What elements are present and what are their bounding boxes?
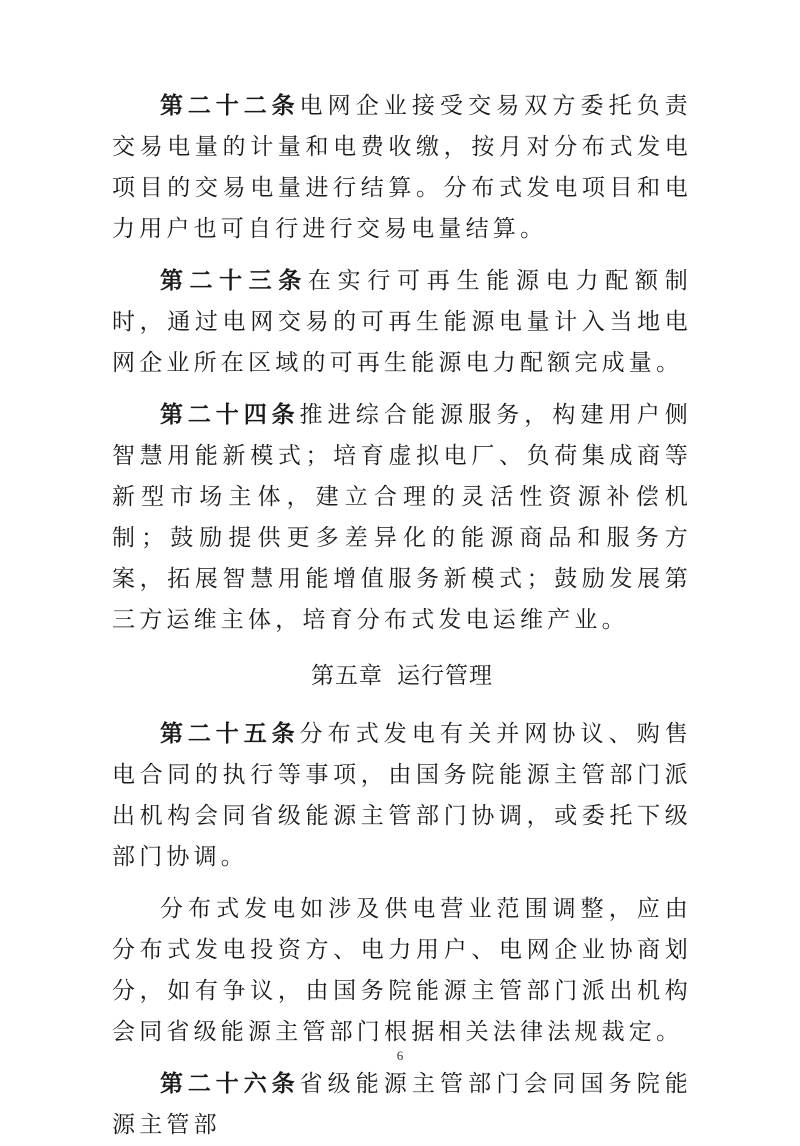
document-page <box>112 86 692 1146</box>
article-heading: 第二十四条 <box>160 402 300 428</box>
article-25-paragraph-2 <box>112 889 692 1053</box>
article-26 <box>112 1064 692 1146</box>
page-number: 6 <box>396 1048 404 1063</box>
article-body: 推进综合能源服务，构建用户侧智慧用能新模式；培育虚拟电厂、负荷集成商等新型市场主体，建立合理的灵活性资源补偿机制；鼓励提供更多差异化的能源商品和服务方案，拓展智慧用能增值服务新模式；鼓励发展第三方运维主体，培育分布式发电运维产业。 <box>112 402 692 633</box>
article-body: 省级能源主管部门会同国务院能源主管部 <box>112 1071 692 1138</box>
article-body: 电网企业接受交易双方委托负责交易电量的计量和电费收缴，按月对分布式发电项目的交易电量进行结算。分布式发电项目和电力用户也可自行进行交易电量结算。 <box>112 93 692 242</box>
article-22 <box>112 86 692 250</box>
article-heading: 第二十二条 <box>160 93 300 119</box>
article-heading: 第二十三条 <box>160 268 308 294</box>
chapter-number: 第五章 <box>311 663 383 689</box>
article-25 <box>112 714 692 878</box>
chapter-title: 运行管理 <box>397 663 493 689</box>
chapter-heading <box>112 654 692 698</box>
article-23 <box>112 261 692 384</box>
article-24 <box>112 395 692 641</box>
article-body: 在实行可再生能源电力配额制时，通过电网交易的可再生能源电量计入当地电网企业所在区域的可再生能源电力配额完成量。 <box>112 268 692 376</box>
article-heading: 第二十五条 <box>160 721 300 747</box>
article-body: 分布式发电有关并网协议、购售电合同的执行等事项，由国务院能源主管部门派出机构会同省级能源主管部门协调，或委托下级部门协调。 <box>112 721 692 870</box>
article-heading: 第二十六条 <box>160 1071 300 1097</box>
paragraph-body: 分布式发电如涉及供电营业范围调整，应由分布式发电投资方、电力用户、电网企业协商划分，如有争议，由国务院能源主管部门派出机构会同省级能源主管部门根据相关法律法规裁定。 <box>112 896 692 1045</box>
